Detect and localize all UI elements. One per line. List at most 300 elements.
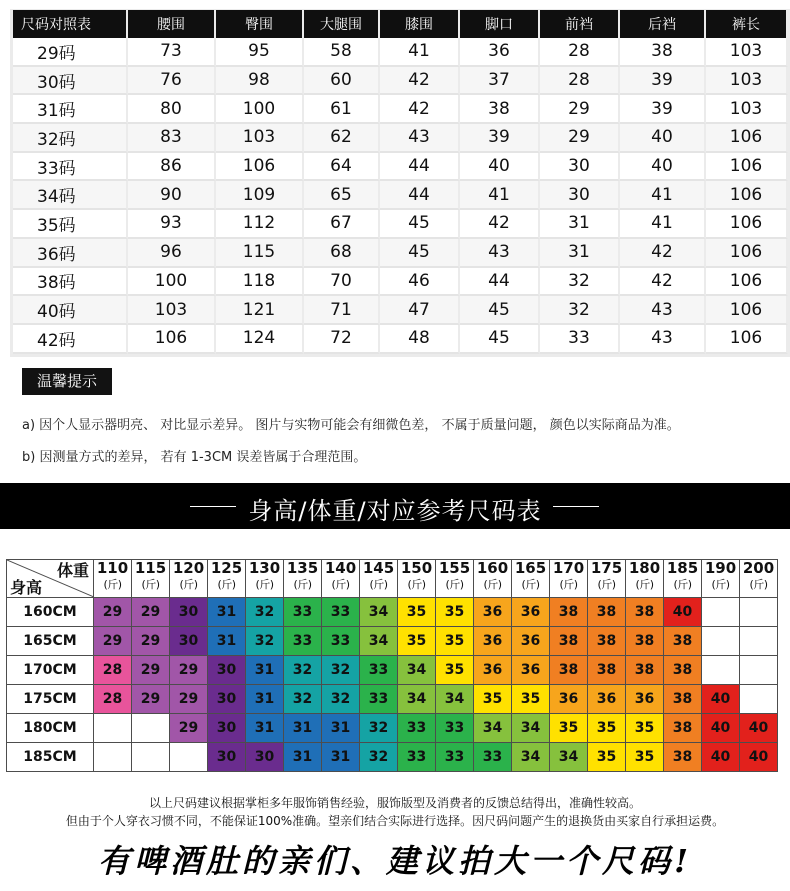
table-cell: 42 xyxy=(460,210,540,239)
table-cell: 43 xyxy=(380,124,460,153)
size-cell: 35 xyxy=(512,685,550,714)
table-cell: 80 xyxy=(128,95,216,124)
table-cell: 121 xyxy=(216,296,304,325)
size-cell: 33 xyxy=(398,743,436,772)
table-cell: 100 xyxy=(128,268,216,297)
weight-value: 170 xyxy=(552,559,585,577)
tip-line-a: a) 因个人显示器明亮、 对比显示差异。 图片与实物可能会有细微色差， 不属于质量问题， 颜色以实际商品为准。 xyxy=(22,418,680,433)
size-cell xyxy=(94,714,132,743)
size-cell: 36 xyxy=(588,685,626,714)
table-cell: 42 xyxy=(620,239,706,268)
weight-value: 150 xyxy=(400,559,433,577)
size-cell: 40 xyxy=(702,743,740,772)
size-cell xyxy=(94,743,132,772)
weight-value: 160 xyxy=(476,559,509,577)
size-cell: 35 xyxy=(436,598,474,627)
weight-unit: (斤) xyxy=(103,578,122,591)
size-cell: 29 xyxy=(170,685,208,714)
size-cell xyxy=(740,656,778,685)
weight-value: 145 xyxy=(362,559,395,577)
table-cell: 32 xyxy=(540,296,620,325)
size-cell: 35 xyxy=(436,656,474,685)
weight-header-cell xyxy=(208,560,246,598)
height-weight-grid xyxy=(6,559,777,785)
weight-header-cell xyxy=(588,560,626,598)
table-cell: 106 xyxy=(706,296,788,325)
table-cell: 109 xyxy=(216,181,304,210)
table-cell: 124 xyxy=(216,325,304,354)
table-cell: 41 xyxy=(460,181,540,210)
weight-unit: (斤) xyxy=(179,578,198,591)
weight-header-cell xyxy=(740,560,778,598)
table-row xyxy=(13,239,788,268)
size-label-cell: 40码 xyxy=(13,296,128,325)
table-row xyxy=(13,38,788,67)
size-cell: 33 xyxy=(322,627,360,656)
table-cell: 44 xyxy=(380,181,460,210)
weight-unit: (斤) xyxy=(407,578,426,591)
weight-unit: (斤) xyxy=(217,578,236,591)
weight-unit: (斤) xyxy=(711,578,730,591)
table-cell: 96 xyxy=(128,239,216,268)
size-cell: 34 xyxy=(474,714,512,743)
table-cell: 100 xyxy=(216,95,304,124)
size-cell: 31 xyxy=(208,627,246,656)
weight-header-cell xyxy=(322,560,360,598)
size-cell: 34 xyxy=(398,656,436,685)
weight-unit: (斤) xyxy=(673,578,692,591)
table-cell: 67 xyxy=(304,210,380,239)
size-label-cell: 30码 xyxy=(13,67,128,96)
table-cell: 106 xyxy=(706,124,788,153)
table-cell: 90 xyxy=(128,181,216,210)
table-row xyxy=(13,153,788,182)
table-row xyxy=(13,296,788,325)
size-cell: 34 xyxy=(550,743,588,772)
size-label-cell: 34码 xyxy=(13,181,128,210)
table-cell: 42 xyxy=(620,268,706,297)
size-cell: 33 xyxy=(474,743,512,772)
size-cell: 33 xyxy=(322,598,360,627)
table-cell: 45 xyxy=(380,210,460,239)
size-cell: 32 xyxy=(360,714,398,743)
banner-right-dash xyxy=(553,506,599,507)
table-cell: 38 xyxy=(620,38,706,67)
size-cell: 30 xyxy=(208,714,246,743)
size-cell: 38 xyxy=(626,656,664,685)
size-cell: 38 xyxy=(588,656,626,685)
weight-value: 140 xyxy=(324,559,357,577)
weight-value: 165 xyxy=(514,559,547,577)
table-row xyxy=(13,268,788,297)
height-row xyxy=(7,714,778,743)
size-cell: 33 xyxy=(284,598,322,627)
table-cell: 32 xyxy=(540,268,620,297)
weight-axis-label: 体重 xyxy=(56,561,89,580)
size-cell: 29 xyxy=(94,627,132,656)
table-cell: 103 xyxy=(706,38,788,67)
table-cell: 106 xyxy=(128,325,216,354)
table-row xyxy=(13,95,788,124)
size-cell: 35 xyxy=(436,627,474,656)
table-cell: 45 xyxy=(460,296,540,325)
size-cell: 40 xyxy=(740,743,778,772)
size-cell: 38 xyxy=(664,656,702,685)
weight-header-cell xyxy=(512,560,550,598)
size-cell xyxy=(702,598,740,627)
table-cell: 40 xyxy=(460,153,540,182)
table-row xyxy=(13,181,788,210)
size-cell: 38 xyxy=(550,656,588,685)
size-cell: 34 xyxy=(360,627,398,656)
table-cell: 39 xyxy=(460,124,540,153)
size-cell: 40 xyxy=(664,598,702,627)
weight-unit: (斤) xyxy=(635,578,654,591)
table-cell: 106 xyxy=(706,239,788,268)
size-cell: 33 xyxy=(436,714,474,743)
table-cell: 58 xyxy=(304,38,380,67)
size-cell: 29 xyxy=(170,714,208,743)
weight-unit: (斤) xyxy=(255,578,274,591)
table-row xyxy=(13,210,788,239)
size-cell: 34 xyxy=(398,685,436,714)
table-cell: 68 xyxy=(304,239,380,268)
size-chart-header: 尺码对照表 xyxy=(13,10,128,38)
height-label-cell: 170CM xyxy=(7,656,94,685)
size-cell: 31 xyxy=(246,685,284,714)
size-chart-header: 前裆 xyxy=(540,10,620,38)
height-row xyxy=(7,743,778,772)
size-cell: 32 xyxy=(284,685,322,714)
size-cell: 33 xyxy=(398,714,436,743)
height-label-cell: 185CM xyxy=(7,743,94,772)
table-cell: 38 xyxy=(460,95,540,124)
table-cell: 103 xyxy=(706,95,788,124)
table-row xyxy=(13,124,788,153)
table-cell: 47 xyxy=(380,296,460,325)
table-cell: 44 xyxy=(460,268,540,297)
table-cell: 71 xyxy=(304,296,380,325)
size-cell: 36 xyxy=(512,656,550,685)
weight-value: 180 xyxy=(628,559,661,577)
height-axis-label: 身高 xyxy=(10,578,43,597)
size-cell: 36 xyxy=(474,656,512,685)
table-cell: 64 xyxy=(304,153,380,182)
size-cell: 31 xyxy=(284,714,322,743)
size-cell: 32 xyxy=(360,743,398,772)
size-cell: 31 xyxy=(322,743,360,772)
size-cell: 38 xyxy=(664,685,702,714)
size-label-cell: 35码 xyxy=(13,210,128,239)
weight-header-cell xyxy=(360,560,398,598)
table-cell: 33 xyxy=(540,325,620,354)
size-chart-header-row xyxy=(13,10,788,38)
weight-header-cell xyxy=(246,560,284,598)
size-cell xyxy=(702,627,740,656)
height-label-cell: 180CM xyxy=(7,714,94,743)
size-cell: 40 xyxy=(740,714,778,743)
size-cell xyxy=(132,743,170,772)
table-cell: 106 xyxy=(216,153,304,182)
weight-value: 135 xyxy=(286,559,319,577)
size-cell: 31 xyxy=(246,656,284,685)
size-cell: 31 xyxy=(322,714,360,743)
height-row xyxy=(7,598,778,627)
table-cell: 65 xyxy=(304,181,380,210)
table-cell: 41 xyxy=(380,38,460,67)
table-cell: 44 xyxy=(380,153,460,182)
table-cell: 106 xyxy=(706,153,788,182)
table-cell: 36 xyxy=(460,38,540,67)
size-label-cell: 36码 xyxy=(13,239,128,268)
tip-line-b: b) 因测量方式的差异， 若有 1-3CM 误差皆属于合理范围。 xyxy=(22,450,367,465)
table-cell: 72 xyxy=(304,325,380,354)
height-label-cell: 165CM xyxy=(7,627,94,656)
table-cell: 40 xyxy=(620,153,706,182)
size-cell: 31 xyxy=(284,743,322,772)
size-cell: 38 xyxy=(550,598,588,627)
size-cell xyxy=(740,627,778,656)
size-chart-header: 后裆 xyxy=(620,10,706,38)
size-cell: 36 xyxy=(626,685,664,714)
table-cell: 31 xyxy=(540,239,620,268)
size-cell: 40 xyxy=(702,714,740,743)
size-cell: 29 xyxy=(94,598,132,627)
size-cell: 30 xyxy=(170,627,208,656)
table-cell: 73 xyxy=(128,38,216,67)
height-label-cell: 175CM xyxy=(7,685,94,714)
size-cell: 36 xyxy=(512,627,550,656)
weight-unit: (斤) xyxy=(445,578,464,591)
table-cell: 45 xyxy=(460,325,540,354)
table-cell: 61 xyxy=(304,95,380,124)
weight-header-cell xyxy=(132,560,170,598)
table-cell: 37 xyxy=(460,67,540,96)
table-cell: 31 xyxy=(540,210,620,239)
size-cell: 32 xyxy=(322,685,360,714)
size-label-cell: 38码 xyxy=(13,268,128,297)
size-chart-header: 裤长 xyxy=(706,10,788,38)
size-cell: 35 xyxy=(398,627,436,656)
size-cell: 29 xyxy=(132,685,170,714)
size-cell: 35 xyxy=(626,743,664,772)
weight-value: 155 xyxy=(438,559,471,577)
size-cell: 34 xyxy=(436,685,474,714)
size-cell: 38 xyxy=(664,714,702,743)
height-row xyxy=(7,685,778,714)
table-cell: 42 xyxy=(380,95,460,124)
size-cell: 30 xyxy=(170,598,208,627)
weight-unit: (斤) xyxy=(331,578,350,591)
slogan: 有啤酒肚的亲们、建议拍大一个尺码! xyxy=(97,842,693,880)
table-cell: 30 xyxy=(540,181,620,210)
table-cell: 30 xyxy=(540,153,620,182)
weight-unit: (斤) xyxy=(521,578,540,591)
table-cell: 95 xyxy=(216,38,304,67)
size-cell: 34 xyxy=(512,714,550,743)
size-cell: 36 xyxy=(474,598,512,627)
weight-header-row xyxy=(7,560,778,598)
table-cell: 83 xyxy=(128,124,216,153)
size-cell: 38 xyxy=(664,627,702,656)
weight-header-cell xyxy=(170,560,208,598)
size-cell: 32 xyxy=(322,656,360,685)
table-cell: 29 xyxy=(540,124,620,153)
weight-value: 115 xyxy=(134,559,167,577)
size-cell: 32 xyxy=(284,656,322,685)
size-cell: 35 xyxy=(588,743,626,772)
weight-value: 125 xyxy=(210,559,243,577)
table-cell: 112 xyxy=(216,210,304,239)
size-cell: 40 xyxy=(702,685,740,714)
size-cell: 35 xyxy=(398,598,436,627)
size-cell xyxy=(702,656,740,685)
size-cell: 33 xyxy=(284,627,322,656)
table-cell: 28 xyxy=(540,67,620,96)
height-label-cell: 160CM xyxy=(7,598,94,627)
size-cell: 29 xyxy=(132,656,170,685)
table-cell: 106 xyxy=(706,210,788,239)
size-cell: 35 xyxy=(550,714,588,743)
table-cell: 28 xyxy=(540,38,620,67)
size-cell: 31 xyxy=(208,598,246,627)
weight-header-cell xyxy=(664,560,702,598)
weight-header-cell xyxy=(474,560,512,598)
table-cell: 106 xyxy=(706,268,788,297)
height-row xyxy=(7,656,778,685)
weight-value: 175 xyxy=(590,559,623,577)
table-cell: 76 xyxy=(128,67,216,96)
size-cell: 38 xyxy=(626,598,664,627)
size-cell: 30 xyxy=(208,685,246,714)
size-cell xyxy=(132,714,170,743)
weight-unit: (斤) xyxy=(483,578,502,591)
size-cell: 34 xyxy=(512,743,550,772)
table-cell: 40 xyxy=(620,124,706,153)
weight-value: 120 xyxy=(172,559,205,577)
weight-unit: (斤) xyxy=(141,578,160,591)
weight-value: 130 xyxy=(248,559,281,577)
size-cell: 33 xyxy=(436,743,474,772)
table-cell: 42 xyxy=(380,67,460,96)
weight-header-cell xyxy=(626,560,664,598)
size-cell: 28 xyxy=(94,656,132,685)
size-cell: 30 xyxy=(208,743,246,772)
size-cell: 30 xyxy=(246,743,284,772)
size-chart-header: 腰围 xyxy=(128,10,216,38)
size-chart-table xyxy=(13,10,788,354)
size-cell xyxy=(740,685,778,714)
weight-header-cell xyxy=(702,560,740,598)
reference-banner xyxy=(0,483,790,529)
weight-value: 200 xyxy=(742,559,775,577)
size-cell: 34 xyxy=(360,598,398,627)
weight-header-cell xyxy=(284,560,322,598)
size-cell: 38 xyxy=(626,627,664,656)
table-cell: 48 xyxy=(380,325,460,354)
size-cell: 32 xyxy=(246,627,284,656)
note-line-2: 但由于个人穿衣习惯不同，不能保证100%准确。望亲们结合实际进行选择。因尺码问题产生的退换货由买家自行承担运费。 xyxy=(65,814,725,828)
size-cell: 35 xyxy=(588,714,626,743)
size-cell: 38 xyxy=(664,743,702,772)
size-label-cell: 32码 xyxy=(13,124,128,153)
weight-header-cell xyxy=(398,560,436,598)
tips-badge: 温馨提示 xyxy=(22,368,112,395)
table-cell: 39 xyxy=(620,95,706,124)
size-cell: 29 xyxy=(170,656,208,685)
size-cell: 30 xyxy=(208,656,246,685)
table-cell: 70 xyxy=(304,268,380,297)
size-cell: 32 xyxy=(246,598,284,627)
table-cell: 118 xyxy=(216,268,304,297)
size-chart-header: 臀围 xyxy=(216,10,304,38)
height-row xyxy=(7,627,778,656)
size-cell: 33 xyxy=(360,656,398,685)
table-cell: 106 xyxy=(706,325,788,354)
weight-unit: (斤) xyxy=(749,578,768,591)
weight-value: 190 xyxy=(704,559,737,577)
table-row xyxy=(13,67,788,96)
size-cell: 36 xyxy=(512,598,550,627)
size-cell xyxy=(740,598,778,627)
table-cell: 43 xyxy=(620,296,706,325)
table-cell: 106 xyxy=(706,181,788,210)
size-label-cell: 33码 xyxy=(13,153,128,182)
weight-value: 185 xyxy=(666,559,699,577)
table-cell: 43 xyxy=(620,325,706,354)
table-cell: 60 xyxy=(304,67,380,96)
size-cell: 36 xyxy=(474,627,512,656)
weight-unit: (斤) xyxy=(597,578,616,591)
size-label-cell: 29码 xyxy=(13,38,128,67)
size-cell: 38 xyxy=(588,627,626,656)
table-cell: 103 xyxy=(706,67,788,96)
size-chart-header: 大腿围 xyxy=(304,10,380,38)
table-cell: 39 xyxy=(620,67,706,96)
table-cell: 86 xyxy=(128,153,216,182)
table-cell: 62 xyxy=(304,124,380,153)
size-cell: 38 xyxy=(550,627,588,656)
table-cell: 93 xyxy=(128,210,216,239)
table-cell: 98 xyxy=(216,67,304,96)
table-cell: 115 xyxy=(216,239,304,268)
table-cell: 45 xyxy=(380,239,460,268)
size-chart-header: 脚口 xyxy=(460,10,540,38)
table-cell: 43 xyxy=(460,239,540,268)
table-cell: 103 xyxy=(216,124,304,153)
table-cell: 103 xyxy=(128,296,216,325)
size-label-cell: 31码 xyxy=(13,95,128,124)
weight-unit: (斤) xyxy=(293,578,312,591)
size-cell: 31 xyxy=(246,714,284,743)
weight-header-cell xyxy=(94,560,132,598)
table-cell: 46 xyxy=(380,268,460,297)
size-cell: 29 xyxy=(132,627,170,656)
size-label-cell: 42码 xyxy=(13,325,128,354)
table-cell: 41 xyxy=(620,181,706,210)
note-line-1: 以上尺码建议根据掌柜多年服饰销售经验，服饰版型及消费者的反馈总结得出，准确性较高。 xyxy=(148,796,641,810)
size-cell: 38 xyxy=(588,598,626,627)
weight-value: 110 xyxy=(96,559,129,577)
size-cell xyxy=(170,743,208,772)
size-cell: 28 xyxy=(94,685,132,714)
size-cell: 36 xyxy=(550,685,588,714)
corner-cell xyxy=(7,560,94,598)
size-chart-header: 膝围 xyxy=(380,10,460,38)
table-cell: 29 xyxy=(540,95,620,124)
table-cell: 41 xyxy=(620,210,706,239)
size-cell: 33 xyxy=(360,685,398,714)
